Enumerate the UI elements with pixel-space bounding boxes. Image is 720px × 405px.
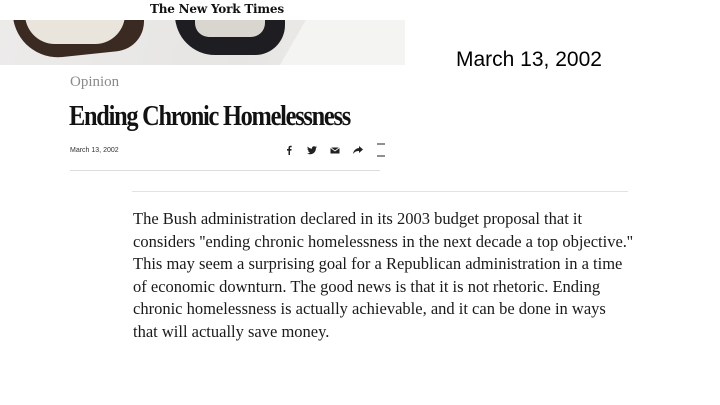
article-headline: Ending Chronic Homelessness xyxy=(69,100,350,132)
header-divider xyxy=(70,170,380,171)
share-toolbar xyxy=(282,143,388,157)
article-date: March 13, 2002 xyxy=(70,147,119,154)
facebook-icon[interactable] xyxy=(282,143,296,157)
twitter-icon[interactable] xyxy=(305,143,319,157)
body-divider xyxy=(132,191,628,192)
masthead xyxy=(0,0,405,20)
section-label[interactable]: Opinion xyxy=(70,74,120,90)
email-icon[interactable] xyxy=(328,143,342,157)
hero-image xyxy=(0,20,405,65)
share-icon[interactable] xyxy=(351,143,365,157)
article-body: The Bush administration declared in its 2003 budget proposal that it considers ''ending chronic homelessness in the next decade a top objective.'' This may seem a surprising goal for a Republican administration in a time of economic downturn. The good news is that it is not rhetoric. Ending chronic homelessness is actually achievable, and it can be done in ways that will actually save money. xyxy=(133,209,633,341)
slide-date-caption: March 13, 2002 xyxy=(456,48,602,71)
nyt-logo[interactable]: The New York Times xyxy=(150,2,284,16)
bookmark-icon[interactable] xyxy=(374,143,388,157)
